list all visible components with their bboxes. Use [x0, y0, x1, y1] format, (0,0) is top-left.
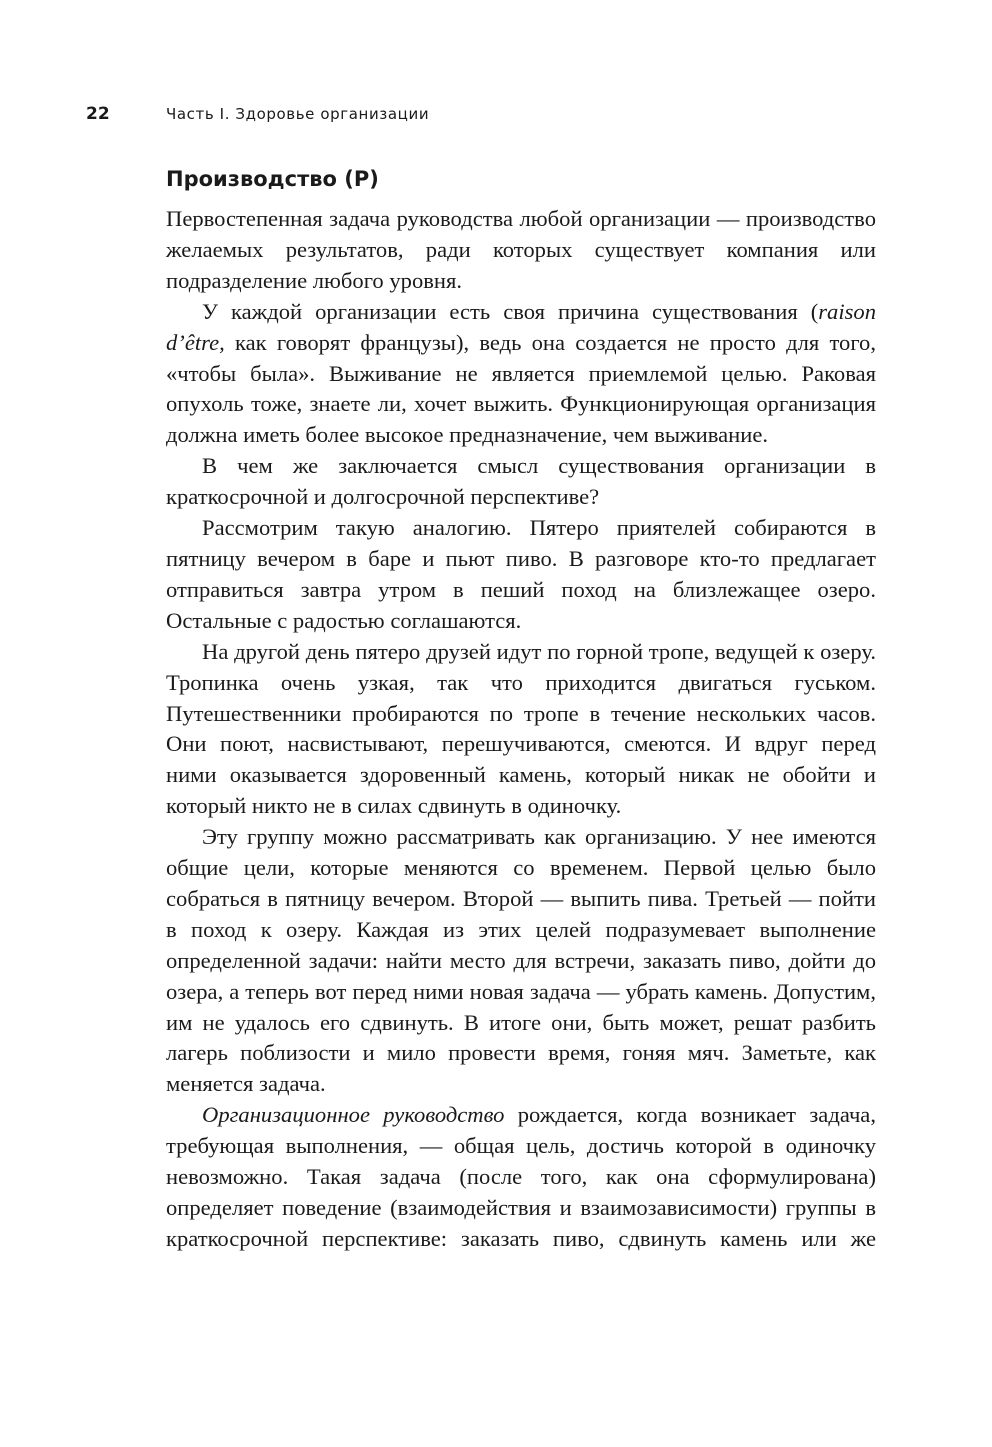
paragraph-2-italic-phrase: raison d’être,: [166, 298, 876, 355]
paragraph-7-text: рождается, когда возникает задача, требующая выполнения, — общая цель, достичь которой в одиночку невозможно. Такая задача (после того, как она сформулирована) определяет поведение (взаимодействия и взаимозависимости) группы в краткосрочной перспективе: заказать пиво, сдвинуть камень или же: [166, 1102, 876, 1251]
page-number: 22: [86, 104, 110, 124]
paragraph-2-text-end: как говорят французы), ведь она создается не просто для того, «чтобы была». Выживание не является приемлемой целью. Раковая опухоль тоже, знаете ли, хочет выжить. Функционирующая организация должна иметь более высокое предназначение, чем выживание.: [166, 329, 876, 448]
paragraph-6: Эту группу можно рассматривать как организацию. У нее имеются общие цели, которые меняются со временем. Первой целью было собраться в пятницу вечером. Второй — выпить пива. Третьей — пойти в поход к озеру. Каждая из этих целей подразумевает выполнение определенной задачи: найти место для встречи, заказать пиво, дойти до озера, а теперь вот перед ними новая задача — убрать камень. Допустим, им не удалось его сдвинуть. В итоге они, быть может, решат разбить лагерь поблизости и мило провести время, гоняя мяч. Заметьте, как меняется задача.: [166, 824, 876, 1097]
running-head: [0, 104, 992, 130]
page-body: [166, 162, 876, 1255]
paragraph-4: Рассмотрим такую аналогию. Пятеро приятелей собираются в пятницу вечером в баре и пьют пиво. В разговоре кто-то предлагает отправиться завтра утром в пеший поход на близлежащее озеро. Остальные с радостью соглашаются.: [166, 515, 876, 633]
paragraph-5: На другой день пятеро друзей идут по горной тропе, ведущей к озеру. Тропинка очень узкая, так что приходится двигаться гуськом. Путешественники пробираются по тропе в течение нескольких часов. Они поют, насвистывают, перешучиваются, смеются. И вдруг перед ними оказывается здоровенный камень, который никак не обойти и который никто не в силах сдвинуть в одиночку.: [166, 638, 876, 819]
paragraph-7: [166, 1100, 876, 1255]
section-heading: Производство (P): [166, 167, 379, 191]
paragraph-2: [166, 297, 876, 452]
paragraph-1: Первостепенная задача руководства любой организации — производство желаемых результатов, ради которых существует компания или подразделение любого уровня.: [166, 206, 876, 293]
paragraph-7-italic-term: Организационное руководство: [202, 1102, 505, 1128]
paragraph-3: В чем же заключается смысл существования организации в краткосрочной и долгосрочной перспективе?: [166, 453, 876, 510]
running-title: Часть I. Здоровье организации: [166, 105, 430, 123]
paragraph-2-text-start: У каждой организации есть своя причина существования (: [202, 298, 819, 324]
